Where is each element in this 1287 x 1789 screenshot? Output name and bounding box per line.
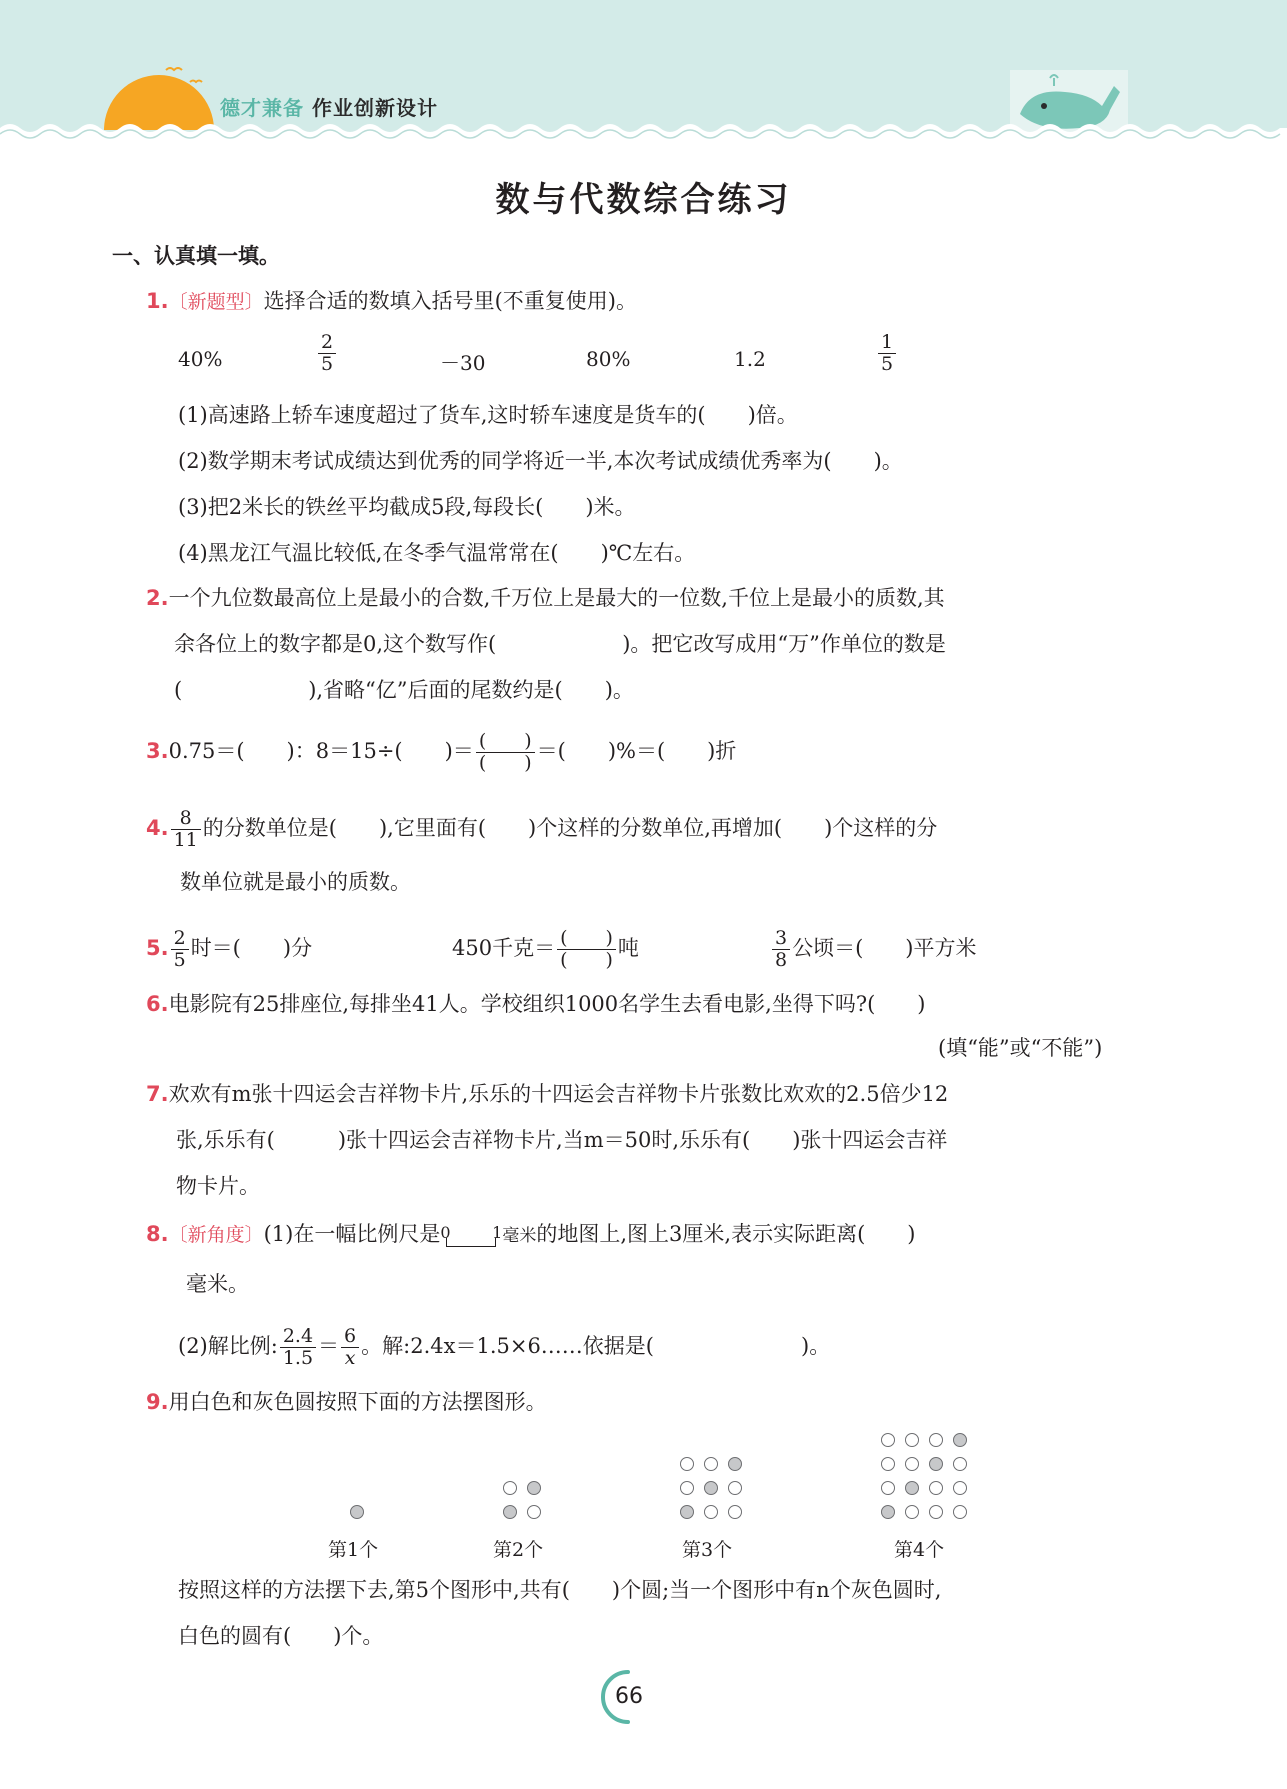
- white-circle: [527, 1505, 541, 1519]
- gray-circle: [680, 1505, 694, 1519]
- q8-f1-num: 2.4: [280, 1326, 316, 1348]
- option-minus-30: －30: [440, 351, 486, 375]
- q9-ask2: 白色的圆有( )个。: [178, 1624, 384, 1648]
- white-circle: [680, 1457, 694, 1471]
- q8-s2-a: (2)解比例:: [178, 1334, 278, 1358]
- white-circle: [704, 1457, 718, 1471]
- q8-line1: [146, 1220, 915, 1251]
- figure-label-4: 第4个: [894, 1539, 945, 1561]
- q7-line1: [146, 1080, 948, 1108]
- q8-number: 8.: [146, 1222, 169, 1246]
- q6-hint: (填“能”或“不能”): [938, 1036, 1103, 1060]
- option-1-2: 1.2: [734, 347, 766, 371]
- q5c: [770, 928, 976, 971]
- page-title: 数与代数综合练习: [495, 180, 792, 220]
- q7-line3: 物卡片。: [176, 1174, 260, 1198]
- q5b-frac-num: ( ): [557, 928, 616, 950]
- white-circle: [503, 1481, 517, 1495]
- q1-text: 选择合适的数填入括号里(不重复使用)。: [263, 289, 637, 313]
- brand-dark: 作业创新设计: [312, 96, 438, 120]
- q8-p2: 的地图上,图上3厘米,表示实际距离( ): [536, 1222, 916, 1246]
- frac-denominator: 5: [881, 353, 894, 375]
- q9-number: 9.: [146, 1390, 169, 1414]
- q5b: [452, 928, 639, 971]
- q8-f2-num: 6: [341, 1326, 359, 1348]
- q6-line1: [146, 990, 925, 1018]
- gray-circle: [503, 1505, 517, 1519]
- frac-denominator: 5: [321, 353, 334, 375]
- white-circle: [905, 1457, 919, 1471]
- gray-circle: [728, 1457, 742, 1471]
- white-circle: [728, 1481, 742, 1495]
- q4-frac-den: 11: [173, 829, 198, 851]
- q5-line: [146, 928, 312, 971]
- white-circle: [881, 1457, 895, 1471]
- q2-line2: 余各位上的数字都是0,这个数写作( )。把它改写成用“万”作单位的数是: [174, 632, 946, 656]
- q3-frac-num: ( ): [476, 731, 535, 753]
- figure-label-2: 第2个: [493, 1539, 544, 1561]
- q7-l1: 欢欢有m张十四运会吉祥物卡片,乐乐的十四运会吉祥物卡片张数比欢欢的2.5倍少12: [168, 1082, 949, 1106]
- q8-s2-b: 。解:2.4x＝1.5×6……依据是( )。: [361, 1334, 831, 1358]
- q4-frac-num: 8: [171, 808, 201, 830]
- q5a-frac-num: 2: [171, 928, 189, 950]
- option-40-percent: 40%: [178, 347, 223, 371]
- white-circle: [905, 1433, 919, 1447]
- q1-tag: 〔新题型〕: [168, 291, 264, 313]
- wave-border: [0, 108, 1287, 158]
- header-band: [0, 0, 1287, 150]
- gray-circle: [953, 1433, 967, 1447]
- gray-circle: [881, 1505, 895, 1519]
- q4-number: 4.: [146, 816, 169, 840]
- white-circle: [953, 1481, 967, 1495]
- q2-line3: ( ),省略“亿”后面的尾数约是( )。: [174, 678, 634, 702]
- white-circle: [881, 1481, 895, 1495]
- white-circle: [929, 1505, 943, 1519]
- q1-sub3: (3)把2米长的铁丝平均截成5段,每段长( )米。: [178, 495, 636, 519]
- white-circle: [881, 1433, 895, 1447]
- q1-sub1: (1)高速路上轿车速度超过了货车,这时轿车速度是货车的( )倍。: [178, 403, 798, 427]
- q2-number: 2.: [146, 586, 169, 610]
- q6-l1: 电影院有25排座位,每排坐41人。学校组织1000名学生去看电影,坐得下吗?( ): [168, 992, 926, 1016]
- q3-part2: ＝( )%＝( )折: [536, 739, 737, 763]
- white-circle: [704, 1505, 718, 1519]
- q5c-frac-num: 3: [772, 928, 790, 950]
- q8-sub2: [178, 1326, 830, 1369]
- q5b-text: 450千克＝: [452, 936, 556, 960]
- q8-f1-den: 1.5: [282, 1347, 314, 1369]
- q5c-frac-den: 8: [775, 949, 788, 971]
- q9-line: [146, 1388, 547, 1416]
- q2-line1: [146, 584, 945, 612]
- q1-stem: [146, 287, 637, 316]
- q8-eq: ＝: [318, 1334, 340, 1358]
- gray-circle: [350, 1505, 364, 1519]
- scale-bar: [440, 1221, 502, 1251]
- q3-line: [146, 731, 736, 774]
- gray-circle: [704, 1481, 718, 1495]
- scale-one: 1: [492, 1222, 503, 1242]
- q5b-frac-den: ( ): [560, 949, 613, 971]
- scale-unit: 毫米: [502, 1226, 537, 1246]
- q3-frac-den: ( ): [478, 752, 532, 774]
- figure-label-3: 第3个: [682, 1539, 733, 1561]
- q3-number: 3.: [146, 739, 169, 763]
- option-two-fifths: [316, 332, 338, 375]
- q7-line2: 张,乐乐有( )张十四运会吉祥物卡片,当m＝50时,乐乐有( )张十四运会吉祥: [176, 1128, 948, 1152]
- q1-sub2: (2)数学期末考试成绩达到优秀的同学将近一半,本次考试成绩优秀率为( )。: [178, 449, 903, 473]
- white-circle: [929, 1481, 943, 1495]
- q3-part1: 0.75＝( )：8＝15÷( )＝: [168, 739, 474, 763]
- q5a-text: 时＝( )分: [190, 936, 313, 960]
- q4-line1: [146, 808, 937, 851]
- frac-numerator: 1: [878, 332, 896, 354]
- q9-text: 用白色和灰色圆按照下面的方法摆图形。: [168, 1390, 547, 1414]
- q5b-unit: 吨: [617, 936, 639, 960]
- gray-circle: [905, 1481, 919, 1495]
- q5a-frac-den: 5: [173, 949, 186, 971]
- q4-l1: 的分数单位是( ),它里面有( )个这样的分数单位,再增加( )个这样的分: [202, 816, 938, 840]
- brand-green: 德才兼备: [220, 96, 304, 120]
- q4-line2: 数单位就是最小的质数。: [180, 870, 411, 894]
- figure-label-1: 第1个: [328, 1539, 379, 1561]
- white-circle: [953, 1457, 967, 1471]
- q8-f2-den: x: [344, 1347, 356, 1369]
- q1-number: 1.: [146, 289, 169, 313]
- section-heading: 一、认真填一填。: [112, 244, 280, 268]
- frac-numerator: 2: [318, 332, 336, 354]
- q5c-text: 公顷＝( )平方米: [792, 936, 977, 960]
- white-circle: [728, 1505, 742, 1519]
- q8-p1: (1)在一幅比例尺是: [263, 1222, 441, 1246]
- white-circle: [953, 1505, 967, 1519]
- white-circle: [680, 1481, 694, 1495]
- gray-circle: [929, 1457, 943, 1471]
- white-circle: [929, 1433, 943, 1447]
- option-80-percent: 80%: [586, 347, 631, 371]
- q6-number: 6.: [146, 992, 169, 1016]
- gray-circle: [527, 1481, 541, 1495]
- scale-bar-line: [446, 1238, 496, 1247]
- q5-number: 5.: [146, 936, 169, 960]
- q1-sub4: (4)黑龙江气温比较低,在冬季气温常常在( )℃左右。: [178, 541, 696, 565]
- scale-zero: 0: [440, 1222, 451, 1242]
- option-one-fifth: [876, 332, 898, 375]
- q7-number: 7.: [146, 1082, 169, 1106]
- page-number: 66: [615, 1684, 643, 1709]
- q8-line2: 毫米。: [186, 1272, 249, 1296]
- q2-l1: 一个九位数最高位上是最小的合数,千万位上是最大的一位数,千位上是最小的质数,其: [168, 586, 945, 610]
- q9-ask1: 按照这样的方法摆下去,第5个图形中,共有( )个圆;当一个图形中有n个灰色圆时,: [178, 1578, 942, 1602]
- white-circle: [905, 1505, 919, 1519]
- q8-tag: 〔新角度〕: [168, 1224, 264, 1246]
